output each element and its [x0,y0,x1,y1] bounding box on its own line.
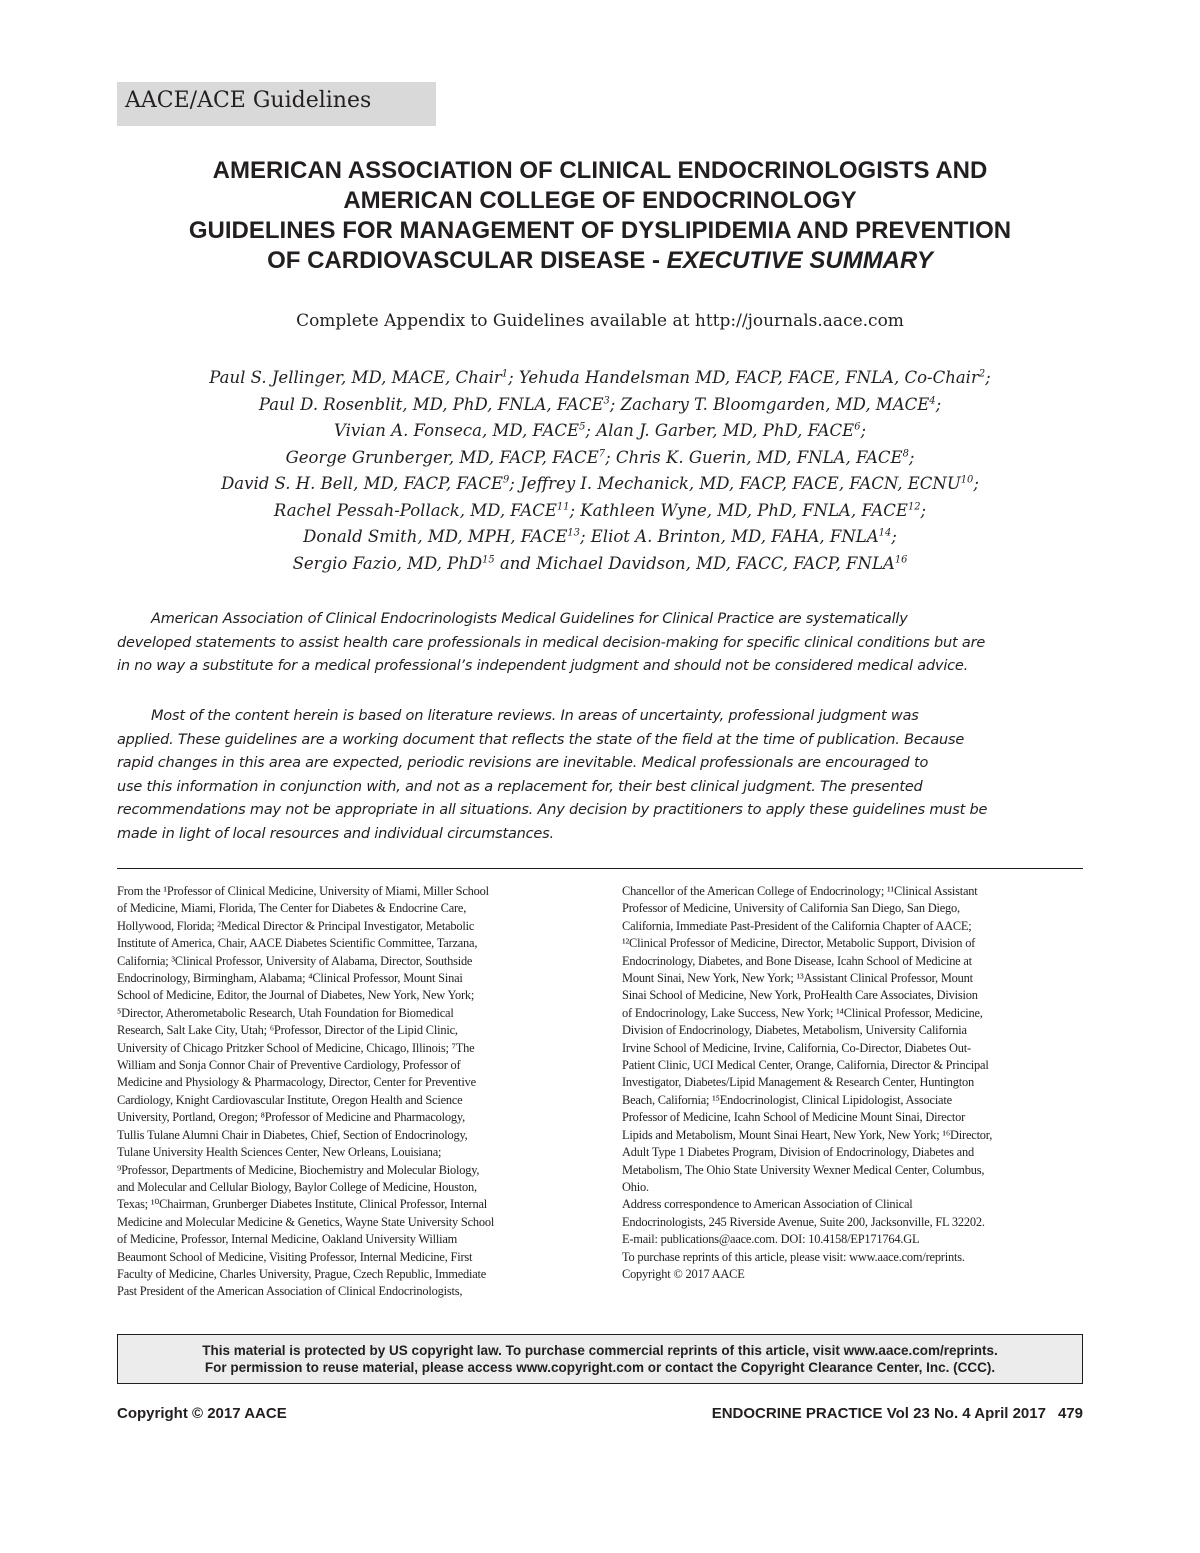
author-text: David S. H. Bell, MD, FACP, FACE [221,474,503,493]
affiliation-line: Lipids and Metabolism, Mount Sinai Heart, New York, New York; ¹⁶Director, [622,1127,993,1142]
affiliation-line: Investigator, Diabetes/Lipid Management & Research Center, Huntington [622,1075,975,1090]
author-text: ; Jeffrey I. Mechanick, MD, FACP, FACE, FACN, ECNU [509,474,961,493]
author-line [100,392,1100,419]
author-text: Donald Smith, MD, MPH, FACE [303,527,568,546]
appendix-note: Complete Appendix to Guidelines available at http://journals.aace.com [296,311,904,331]
affiliation-line: Endocrinology, Diabetes, and Bone Disease, Icahn School of Medicine at [622,953,972,968]
affiliation-marker: 3 [603,395,610,406]
affiliation-line: Faculty of Medicine, Charles University, Prague, Czech Republic, Immediate [117,1266,487,1281]
affiliation-line: Beach, California; ¹⁵Endocrinologist, Clinical Lipidologist, Associate [622,1092,952,1107]
author-list [100,365,1100,577]
author-text: ; Yehuda Handelsman MD, FACP, FACE, FNLA, Co-Chair [508,368,979,387]
affiliation-line: ⁵Director, Atherometabolic Research, Utah Foundation for Biomedical [117,1005,454,1020]
author-line [100,498,1100,525]
title-line: AMERICAN ASSOCIATION OF CLINICAL ENDOCRINOLOGISTS AND [212,157,988,184]
paragraph-line: in no way a substitute for a medical professional’s independent judgment and should not be considered medical advice. [117,658,969,674]
affiliation-line: Beaumont School of Medicine, Visiting Professor, Internal Medicine, First [117,1249,473,1264]
author-line [100,365,1100,392]
content-note-paragraph [117,705,1083,846]
paragraph-line: developed statements to assist health care professionals in medical decision-making for specific clinical conditions but are [117,634,986,651]
affiliation-marker: 10 [960,474,974,486]
paragraph-line: recommendations may not be appropriate in all situations. Any decision by practitioners to apply these guidelines must be [117,802,988,818]
affiliation-line: ¹²Clinical Professor of Medicine, Director, Metabolic Support, Division of [622,936,976,951]
affiliation-line: William and Sonja Connor Chair of Preventive Cardiology, Professor of [117,1058,461,1073]
affiliation-line: University, Portland, Oregon; ⁸Professor of Medicine and Pharmacology, [117,1110,465,1125]
paragraph-line: made in light of local resources and individual circumstances. [117,825,554,842]
affiliation-marker: 6 [854,421,861,433]
disclaimer-paragraph [117,608,1083,679]
author-line [100,524,1100,551]
affiliation-line: California; ³Clinical Professor, University of Alabama, Director, Southside [117,953,473,968]
affiliation-line: Irvine School of Medicine, Irvine, California, Co-Director, Diabetes Out- [622,1040,971,1055]
affiliation-marker: 4 [929,395,936,406]
affiliation-line: Division of Endocrinology, Diabetes, Metabolism, University California [622,1023,967,1038]
copyright-notice-line: This material is protected by US copyright law. To purchase commercial reprints of this article, visit www.aace.com/reprints. [202,1343,998,1358]
affiliation-line: Institute of America, Chair, AACE Diabetes Scientific Committee, Tarzana, [117,936,478,951]
affiliation-line: of Endocrinology, Lake Success, New York; ¹⁴Clinical Professor, Medicine, [622,1005,983,1020]
author-text: ; [985,368,991,387]
affiliations-right-column [622,883,1083,1283]
footer-copyright: Copyright © 2017 AACE [117,1405,287,1422]
title-italic: EXECUTIVE SUMMARY [666,247,933,274]
affiliations-left-column [117,883,577,1301]
title-line-last [100,246,1100,276]
affiliation-marker: 9 [503,474,510,486]
author-text: ; Zachary T. Bloomgarden, MD, MACE [609,394,930,414]
author-text: ; Eliot A. Brinton, MD, FAHA, FNLA [579,527,879,546]
affiliation-line: Endocrinologists, 245 Riverside Avenue, Suite 200, Jacksonville, FL 32202. [622,1214,985,1229]
affiliation-marker: 7 [598,448,606,459]
affiliation-line: Professor of Medicine, Icahn School of Medicine Mount Sinai, Director [622,1110,966,1125]
affiliation-line: Medicine and Molecular Medicine & Genetics, Wayne State University School [117,1214,495,1229]
affiliation-marker: 13 [567,527,580,539]
title-line: GUIDELINES FOR MANAGEMENT OF DYSLIPIDEMIA AND PREVENTION [188,217,1012,244]
affiliation-marker: 14 [878,527,892,539]
affiliation-line: Chancellor of the American College of Endocrinology; ¹¹Clinical Assistant [622,884,978,898]
paragraph-line: American Association of Clinical Endocrinologists Medical Guidelines for Clinical Practice are systematically [151,611,908,627]
affiliation-line: School of Medicine, Editor, the Journal of Diabetes, New York, New York; [117,988,475,1003]
article-title [100,156,1100,276]
affiliation-line: Tulane University Health Sciences Center, New Orleans, Louisiana; [117,1145,442,1160]
footer-journal-info [712,1405,1083,1422]
author-text: Paul D. Rosenblit, MD, PhD, FNLA, FACE [258,394,604,414]
author-text: George Grunberger, MD, FACP, FACE [285,447,599,467]
affiliation-marker: 8 [902,448,909,459]
author-text: ; [935,394,942,414]
affiliation-line: Professor of Medicine, University of California San Diego, San Diego, [622,901,960,916]
affiliation-line: Ohio. [622,1179,649,1194]
author-text: ; [860,421,867,440]
author-text: Sergio Fazio, MD, PhD [292,553,483,573]
author-text: ; Alan J. Garber, MD, PhD, FACE [585,421,855,440]
affiliation-marker: 11 [556,501,570,512]
page-number: 479 [1057,1405,1083,1422]
author-text: and Michael Davidson, MD, FACC, FACP, FNLA [494,553,895,573]
affiliation-line: Patient Clinic, UCI Medical Center, Orange, California, Director & Principal [622,1058,989,1073]
author-text: Paul S. Jellinger, MD, MACE, Chair [209,368,502,387]
affiliation-line: and Molecular and Cellular Biology, Baylor College of Medicine, Houston, [117,1179,477,1194]
copyright-notice-line: For permission to reuse material, please access www.copyright.com or contact the Copyright Clearance Center, Inc. (CCC). [204,1360,996,1375]
author-text: ; Kathleen Wyne, MD, PhD, FNLA, FACE [569,500,908,520]
author-text: Vivian A. Fonseca, MD, FACE [333,421,580,440]
affiliation-line: To purchase reprints of this article, please visit: www.aace.com/reprints. [622,1249,965,1264]
author-line [100,418,1100,445]
affiliation-line: California, Immediate Past-President of the California Chapter of AACE; [622,918,972,933]
affiliation-line: Tullis Tulane Alumni Chair in Diabetes, Chief, Section of Endocrinology, [117,1127,468,1142]
affiliation-line: Research, Salt Lake City, Utah; ⁶Professor, Director of the Lipid Clinic, [117,1023,458,1038]
affiliation-marker: 15 [482,554,495,565]
affiliation-marker: 2 [978,368,986,380]
author-text: ; Chris K. Guerin, MD, FNLA, FACE [605,447,903,467]
affiliation-marker: 12 [907,501,921,512]
affiliation-line: Metabolism, The Ohio State University Wexner Medical Center, Columbus, [622,1162,985,1177]
author-text: ; [920,500,927,520]
affiliation-line: Mount Sinai, New York, New York; ¹³Assistant Clinical Professor, Mount [622,971,973,986]
affiliation-line: of Medicine, Professor, Internal Medicine, Oakland University William [117,1232,458,1247]
affiliation-line: Endocrinology, Birmingham, Alabama; ⁴Clinical Professor, Mount Sinai [117,971,463,986]
paragraph-line: applied. These guidelines are a working document that reflects the state of the field at the time of publication. Because [117,731,965,748]
author-line [100,445,1100,472]
affiliation-line: From the ¹Professor of Clinical Medicine, University of Miami, Miller School [117,884,489,898]
author-text: ; [973,474,979,493]
section-label: AACE/ACE Guidelines [117,82,436,126]
paragraph-line: use this information in conjunction with, and not as a replacement for, their best clinical judgment. The presented [117,778,923,795]
affiliation-line: Copyright © 2017 AACE [622,1266,745,1281]
divider [117,868,1083,869]
journal-citation: ENDOCRINE PRACTICE Vol 23 No. 4 April 2017 [711,1405,1046,1422]
author-line [100,551,1100,578]
affiliation-marker: 5 [579,421,586,433]
affiliation-line: Address correspondence to American Association of Clinical [622,1197,913,1212]
affiliation-line: Medicine and Physiology & Pharmacology, Director, Center for Preventive [117,1075,476,1090]
affiliation-line: Sinai School of Medicine, New York, ProHealth Care Associates, Division [622,988,978,1003]
affiliation-marker: 1 [501,368,509,380]
affiliation-line: Texas; ¹⁰Chairman, Grunberger Diabetes Institute, Clinical Professor, Internal [117,1197,487,1212]
affiliation-marker: 16 [894,554,908,565]
affiliation-line: ⁹Professor, Departments of Medicine, Biochemistry and Molecular Biology, [117,1162,480,1177]
title-line: AMERICAN COLLEGE OF ENDOCRINOLOGY [343,187,857,214]
copyright-notice-box [117,1334,1083,1384]
author-text: ; [891,527,897,546]
affiliation-line: Past President of the American Association of Clinical Endocrinologists, [117,1284,463,1299]
author-line [100,471,1100,498]
title-line-text: OF CARDIOVASCULAR DISEASE - [267,247,667,274]
affiliation-line: Hollywood, Florida; ²Medical Director & Principal Investigator, Metabolic [117,918,475,933]
affiliation-line: Cardiology, Knight Cardiovascular Institute, Oregon Health and Science [117,1092,463,1107]
author-text: ; [908,447,915,467]
affiliation-line: Adult Type 1 Diabetes Program, Division of Endocrinology, Diabetes and [622,1145,974,1160]
affiliation-line: University of Chicago Pritzker School of Medicine, Chicago, Illinois; ⁷The [117,1040,475,1055]
affiliation-line: E-mail: publications@aace.com. DOI: 10.4158/EP171764.GL [622,1232,920,1247]
author-text: Rachel Pessah-Pollack, MD, FACE [273,500,557,520]
paragraph-line: rapid changes in this area are expected, periodic revisions are inevitable. Medical professionals are encouraged to [117,755,929,771]
affiliation-line: of Medicine, Miami, Florida, The Center for Diabetes & Endocrine Care, [117,901,467,916]
paragraph-line: Most of the content herein is based on literature reviews. In areas of uncertainty, professional judgment was [151,708,919,724]
